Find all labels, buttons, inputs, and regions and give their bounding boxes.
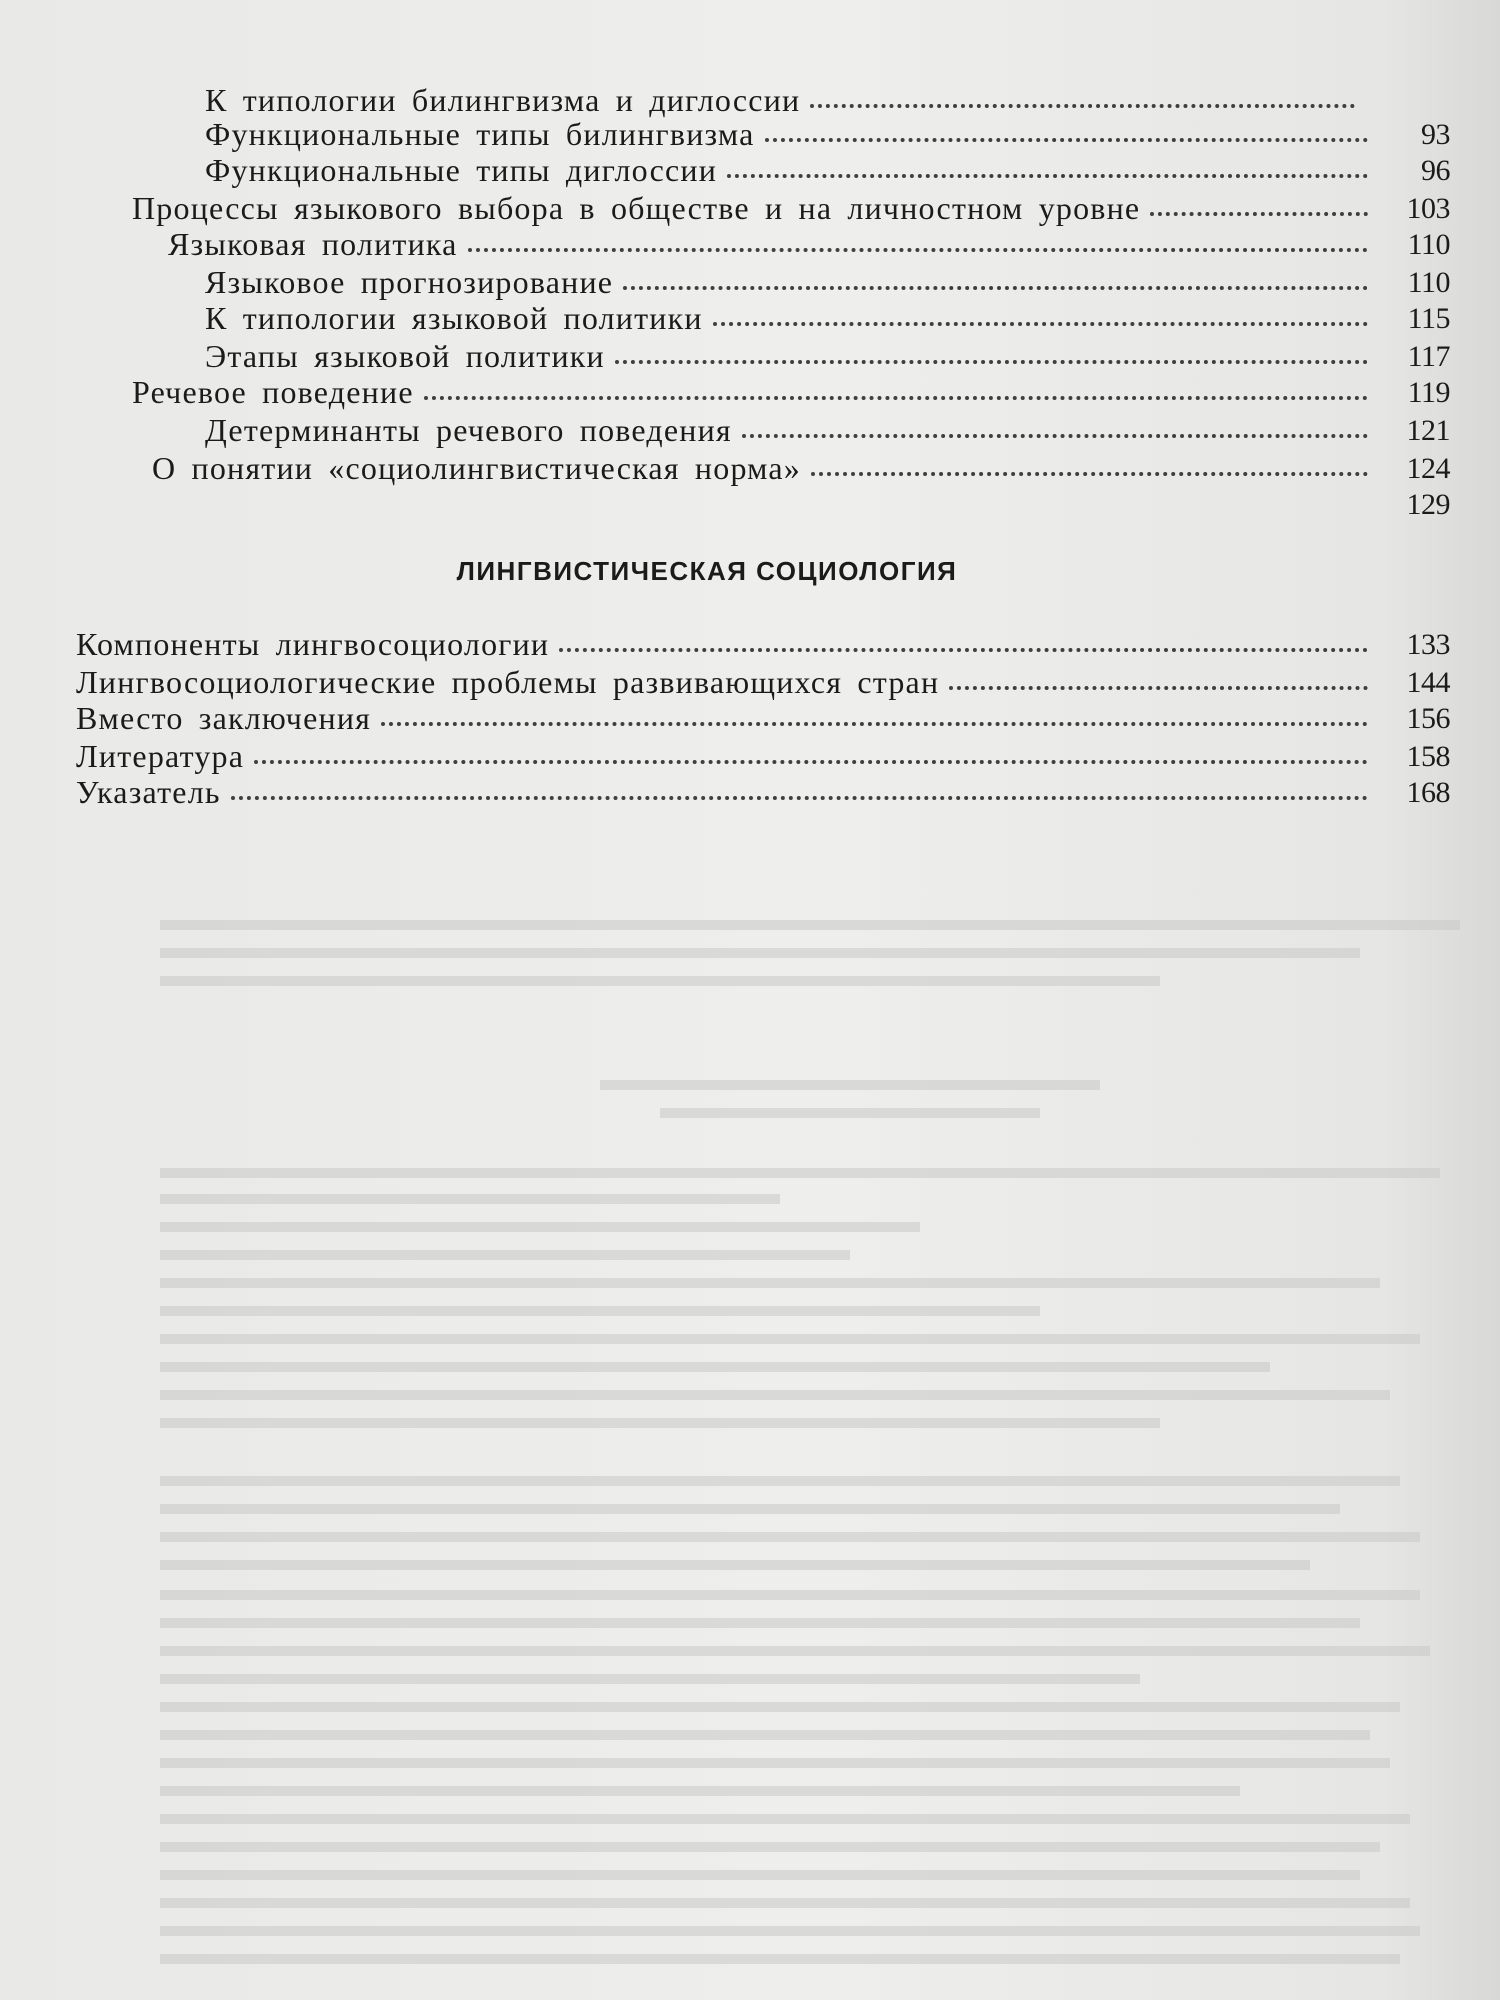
toc-entry bbox=[205, 296, 1450, 336]
toc-entry-title: Литература bbox=[76, 738, 245, 774]
toc-entry bbox=[76, 734, 1450, 774]
toc-entry bbox=[132, 370, 1450, 410]
toc-entry-page: 103 bbox=[1406, 192, 1450, 225]
toc-entry-page: 115 bbox=[1407, 302, 1450, 335]
toc-entry-title: Речевое поведение bbox=[132, 374, 414, 410]
toc-entry-page: 129 bbox=[1406, 488, 1450, 521]
leader-dots bbox=[1150, 212, 1368, 216]
leader-dots bbox=[615, 360, 1368, 364]
toc-entry bbox=[152, 446, 1450, 486]
leader-dots bbox=[254, 760, 1368, 764]
leader-dots bbox=[742, 434, 1368, 438]
toc-entry-page: 144 bbox=[1406, 666, 1450, 699]
toc-entry bbox=[76, 622, 1450, 662]
leader-dots bbox=[713, 322, 1368, 326]
toc-entry-title: Этапы языковой политики bbox=[205, 338, 605, 374]
toc-trailing-page bbox=[1370, 482, 1450, 522]
toc-entry-page: 96 bbox=[1421, 154, 1450, 187]
toc-entry-page: 124 bbox=[1406, 452, 1450, 485]
leader-dots bbox=[468, 248, 1368, 252]
toc-entry-page: 158 bbox=[1406, 740, 1450, 773]
toc-entry bbox=[205, 112, 1450, 152]
toc-entry bbox=[132, 186, 1450, 226]
toc-entry-page: 93 bbox=[1421, 118, 1450, 151]
toc-entry bbox=[205, 408, 1450, 448]
leader-dots bbox=[231, 796, 1368, 800]
toc-entry bbox=[205, 260, 1450, 300]
toc-entry bbox=[205, 148, 1450, 188]
toc-entry-page: 168 bbox=[1406, 776, 1450, 809]
toc-entry bbox=[76, 770, 1450, 810]
toc-entry-title: К типологии билингвизма и диглоссии bbox=[205, 82, 801, 118]
leader-dots bbox=[765, 138, 1368, 142]
toc-entry-title: Функциональные типы билингвизма bbox=[205, 116, 755, 152]
leader-dots bbox=[381, 722, 1368, 726]
toc-entry-title: Языковая политика bbox=[168, 226, 458, 262]
toc-entry-page: 156 bbox=[1406, 702, 1450, 735]
leader-dots bbox=[559, 648, 1368, 652]
toc-entry-title: Функциональные типы диглоссии bbox=[205, 152, 718, 188]
leader-dots bbox=[811, 472, 1368, 476]
toc-entry-title: Языковое прогнозирование bbox=[205, 264, 614, 300]
toc-entry-page: 117 bbox=[1407, 340, 1450, 373]
leader-dots bbox=[949, 686, 1368, 690]
toc-entry-title: К типологии языковой политики bbox=[205, 300, 703, 336]
toc-entry-page: 119 bbox=[1407, 376, 1450, 409]
toc-entry-title: Лингвосоциологические проблемы развивающихся стран bbox=[76, 664, 940, 700]
toc-entry bbox=[76, 696, 1450, 736]
toc-entry bbox=[205, 334, 1450, 374]
toc-entry-page: 133 bbox=[1406, 628, 1450, 661]
toc-entry-title: Детерминанты речевого поведения bbox=[205, 412, 732, 448]
toc-entry bbox=[168, 222, 1450, 262]
toc-entry-title: Вместо заключения bbox=[76, 700, 372, 736]
toc-entry-page: 110 bbox=[1407, 228, 1450, 261]
leader-dots bbox=[727, 174, 1368, 178]
toc-entry-title: О понятии «социолингвистическая норма» bbox=[152, 450, 801, 486]
toc-entry-title: Указатель bbox=[76, 774, 221, 810]
toc-entry bbox=[76, 660, 1450, 700]
leader-dots bbox=[623, 286, 1368, 290]
leader-dots bbox=[424, 396, 1368, 400]
toc-entry-page: 121 bbox=[1406, 414, 1450, 447]
toc-entry-title: Процессы языкового выбора в обществе и на личностном уровне bbox=[132, 190, 1141, 226]
toc-entry-title: Компоненты лингвосоциологии bbox=[76, 626, 550, 662]
leader-dots bbox=[810, 104, 1355, 108]
toc-entry-page: 110 bbox=[1407, 266, 1450, 299]
section-heading: ЛИНГВИСТИЧЕСКАЯ СОЦИОЛОГИЯ bbox=[456, 556, 958, 586]
